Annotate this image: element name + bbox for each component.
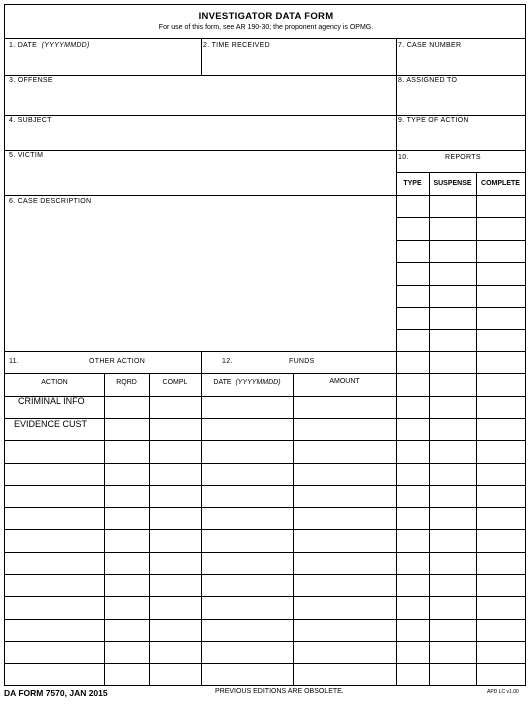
- divider: [429, 172, 430, 685]
- action-column-header: ACTION: [41, 379, 68, 386]
- action-criminal-info: CRIMINAL INFO: [18, 396, 85, 406]
- case-description-field[interactable]: [11, 210, 392, 347]
- divider: [5, 195, 525, 196]
- divider: [5, 596, 525, 597]
- assigned-to-field[interactable]: [400, 89, 521, 111]
- divider: [201, 38, 202, 75]
- divider: [396, 240, 525, 241]
- divider: [149, 373, 150, 685]
- action-evidence-cust: EVIDENCE CUST: [14, 419, 88, 429]
- divider: [396, 307, 525, 308]
- compl-column-header: COMPL: [162, 379, 188, 386]
- divider: [396, 217, 525, 218]
- time-received-label: 2. TIME RECEIVED: [203, 42, 270, 49]
- divider: [476, 172, 477, 685]
- divider: [396, 262, 525, 263]
- funds-number: 12.: [222, 358, 233, 365]
- reports-type-header: TYPE: [403, 180, 422, 187]
- subject-field[interactable]: [11, 128, 392, 147]
- date-label: 1. DATE (YYYYMMDD): [9, 42, 90, 49]
- amount-column-header: AMOUNT: [329, 378, 360, 385]
- divider: [5, 38, 525, 39]
- divider: [104, 373, 105, 685]
- form-subtitle: For use of this form, see AR 190-30; the proponent agency is OPMG.: [158, 24, 374, 31]
- divider: [5, 507, 525, 508]
- divider: [5, 619, 525, 620]
- divider: [5, 75, 525, 76]
- divider: [5, 463, 525, 464]
- other-action-label: OTHER ACTION: [89, 358, 146, 365]
- divider: [201, 351, 202, 685]
- reports-complete-header: COMPLETE: [481, 180, 520, 187]
- type-of-action-label: 9. TYPE OF ACTION: [398, 117, 469, 124]
- divider: [5, 150, 525, 151]
- divider: [5, 351, 525, 352]
- case-number-field[interactable]: [400, 53, 521, 71]
- type-of-action-field[interactable]: [400, 128, 521, 147]
- form-title: INVESTIGATOR DATA FORM: [198, 11, 334, 22]
- version-label: APD LC v1.00: [487, 689, 519, 695]
- divider: [293, 373, 294, 685]
- offense-field[interactable]: [11, 89, 392, 111]
- divider: [396, 38, 397, 685]
- rqrd-column-header: RQRD: [116, 379, 137, 386]
- divider: [5, 552, 525, 553]
- editions-notice: PREVIOUS EDITIONS ARE OBSOLETE.: [215, 688, 344, 695]
- victim-field[interactable]: [11, 165, 392, 191]
- divider: [5, 115, 525, 116]
- subject-label: 4. SUBJECT: [9, 117, 52, 124]
- divider: [5, 440, 525, 441]
- divider: [396, 172, 525, 173]
- form-number: DA FORM 7570, JAN 2015: [4, 688, 108, 698]
- divider: [5, 574, 525, 575]
- assigned-to-label: 8. ASSIGNED TO: [398, 77, 458, 84]
- case-description-label: 6. CASE DESCRIPTION: [9, 198, 92, 205]
- divider: [5, 529, 525, 530]
- victim-label: 5. VICTIM: [9, 152, 44, 159]
- divider: [396, 329, 525, 330]
- offense-label: 3. OFFENSE: [9, 77, 53, 84]
- funds-label: FUNDS: [289, 358, 315, 365]
- divider: [396, 285, 525, 286]
- investigator-data-form: [4, 4, 526, 686]
- other-action-number: 11.: [9, 358, 20, 365]
- divider: [5, 373, 525, 374]
- case-number-label: 7. CASE NUMBER: [398, 42, 462, 49]
- divider: [5, 663, 525, 664]
- divider: [5, 485, 525, 486]
- reports-number: 10.: [398, 154, 409, 161]
- date-field[interactable]: [11, 53, 197, 71]
- time-received-field[interactable]: [205, 53, 391, 71]
- funds-date-column-header: DATE (YYYYMMDD): [213, 379, 281, 386]
- reports-suspense-header: SUSPENSE: [433, 180, 472, 187]
- reports-label: REPORTS: [445, 154, 481, 161]
- divider: [5, 641, 525, 642]
